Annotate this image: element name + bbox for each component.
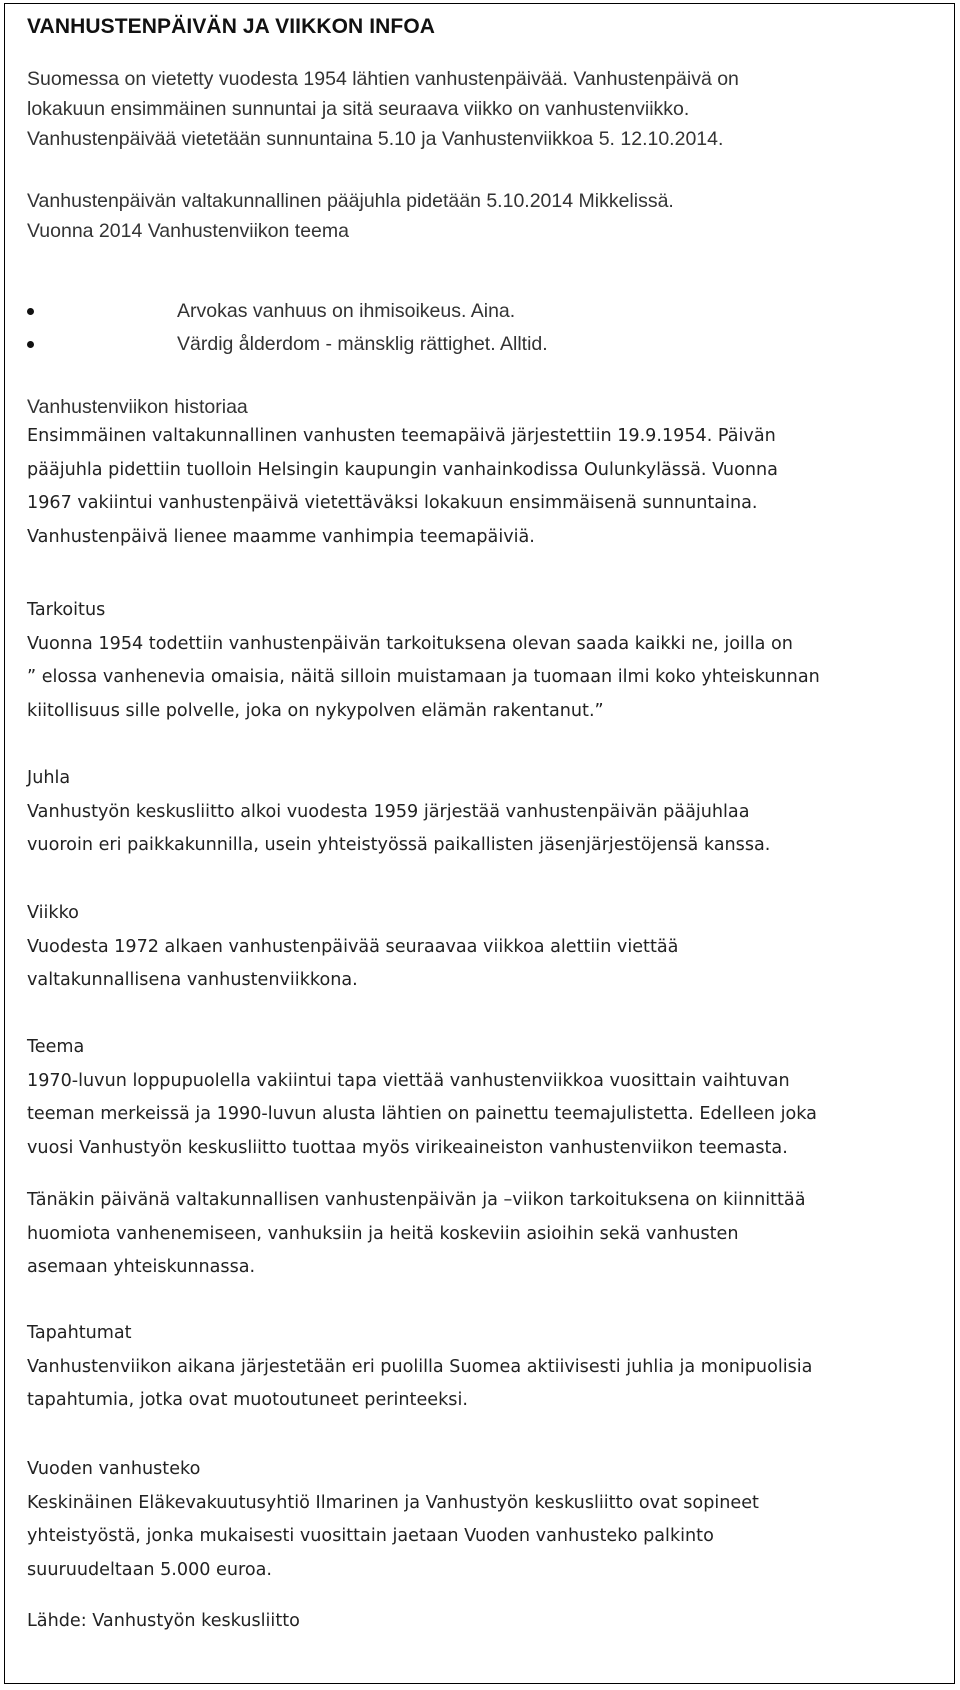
list-item xyxy=(27,329,727,362)
theme-line: vuosi Vanhustyön keskusliitto tuottaa myös virikeaineiston vanhustenviikon teemasta. xyxy=(27,1137,788,1158)
purpose-line: kiitollisuus sille polvelle, joka on nykypolven elämän rakentanut.” xyxy=(27,700,604,721)
intro-line: Suomessa on vietetty vuodesta 1954 lähtien vanhustenpäivää. Vanhustenpäivä on xyxy=(27,68,739,90)
history-line: Ensimmäinen valtakunnallinen vanhusten teemapäivä järjestettiin 19.9.1954. Päivän xyxy=(27,426,776,446)
theme-line: teeman merkeissä ja 1990-luvun alusta lähtien on painettu teemajulistetta. Edelleen joka xyxy=(27,1104,817,1124)
purpose-line: ” elossa vanhenevia omaisia, näitä silloin muistamaan ja tuomaan ilmi koko yhteiskunnan xyxy=(27,667,820,687)
history-line: 1967 vakiintui vanhustenpäivä vietettäväksi lokakuun ensimmäisenä sunnuntaina. xyxy=(27,493,758,513)
section-heading: Juhla xyxy=(27,768,71,788)
section-heading: Teema xyxy=(27,1037,85,1057)
today-line: huomiota vanhenemiseen, vanhuksiin ja heitä koskeviin asioihin sekä vanhusten xyxy=(27,1223,739,1244)
events-line: tapahtumia, jotka ovat muotoutuneet perinteeksi. xyxy=(27,1390,468,1410)
theme-text: Värdig ålderdom - mänsklig rättighet. Alltid. xyxy=(177,333,548,355)
section-heading: Viikko xyxy=(27,903,79,923)
week-line: valtakunnallisena vanhustenviikkona. xyxy=(27,970,358,990)
list-item xyxy=(27,296,727,329)
award-line: Keskinäinen Eläkevakuutusyhtiö Ilmarinen ja Vanhustyön keskusliitto ovat sopineet xyxy=(27,1492,759,1513)
theme-line: 1970-luvun loppupuolella vakiintui tapa viettää vanhustenviikkoa vuosittain vaihtuvan xyxy=(27,1070,790,1091)
theme-text: Arvokas vanhuus on ihmisoikeus. Aina. xyxy=(177,300,516,322)
history-line: Vanhustenpäivä lienee maamme vanhimpia teemapäiviä. xyxy=(27,526,535,547)
week-line: Vuodesta 1972 alkaen vanhustenpäivää seuraavaa viikkoa alettiin viettää xyxy=(27,936,679,957)
today-paragraph xyxy=(27,1184,806,1285)
celebration-line: Vanhustenpäivän valtakunnallinen pääjuhla pidetään 5.10.2014 Mikkelissä. xyxy=(27,190,674,212)
today-line: Tänäkin päivänä valtakunnallisen vanhustenpäivän ja –viikon tarkoituksena on kiinnittää xyxy=(27,1190,806,1210)
award-section xyxy=(27,1453,759,1587)
theme-list xyxy=(27,296,727,362)
award-line: suuruudeltaan 5.000 euroa. xyxy=(27,1559,273,1580)
document-page xyxy=(4,3,955,1684)
juhla-line: Vanhustyön keskusliitto alkoi vuodesta 1959 järjestää vanhustenpäivän pääjuhlaa xyxy=(27,801,750,822)
history-paragraph xyxy=(27,420,778,554)
celebration-line: Vuonna 2014 Vanhustenviikon teema xyxy=(27,220,349,242)
section-heading: Tapahtumat xyxy=(27,1323,132,1343)
source-note: Lähde: Vanhustyön keskusliitto xyxy=(27,1611,300,1631)
purpose-section xyxy=(27,594,820,728)
intro-line: Vanhustenpäivää vietetään sunnuntaina 5.10 ja Vanhustenviikkoa 5. 12.10.2014. xyxy=(27,128,724,150)
events-section xyxy=(27,1317,812,1418)
page-title: VANHUSTENPÄIVÄN JA VIIKKON INFOA xyxy=(27,15,436,38)
week-section xyxy=(27,897,678,998)
section-heading: Vuoden vanhusteko xyxy=(27,1459,201,1479)
events-line: Vanhustenviikon aikana järjestetään eri puolilla Suomea aktiivisesti juhlia ja monipuolisia xyxy=(27,1356,813,1377)
intro-line: lokakuun ensimmäinen sunnuntai ja sitä seuraava viikko on vanhustenviikko. xyxy=(27,98,690,120)
history-line: pääjuhla pidettiin tuolloin Helsingin kaupungin vanhainkodissa Oulunkylässä. Vuonna xyxy=(27,459,778,480)
bullet-icon xyxy=(27,308,34,315)
main-celebration-paragraph xyxy=(27,186,674,246)
section-heading: Tarkoitus xyxy=(27,600,106,620)
juhla-section xyxy=(27,762,770,863)
juhla-line: vuoroin eri paikkakunnilla, usein yhteistyössä paikallisten jäsenjärjestöjensä kanssa. xyxy=(27,835,771,855)
bullet-icon xyxy=(27,341,34,348)
award-line: yhteistyöstä, jonka mukaisesti vuosittain jaetaan Vuoden vanhusteko palkinto xyxy=(27,1526,714,1546)
today-line: asemaan yhteiskunnassa. xyxy=(27,1257,256,1277)
purpose-line: Vuonna 1954 todettiin vanhustenpäivän tarkoituksena olevan saada kaikki ne, joilla on xyxy=(27,633,793,654)
intro-paragraph xyxy=(27,64,739,154)
theme-section xyxy=(27,1031,817,1165)
history-heading: Vanhustenviikon historiaa xyxy=(27,396,248,418)
